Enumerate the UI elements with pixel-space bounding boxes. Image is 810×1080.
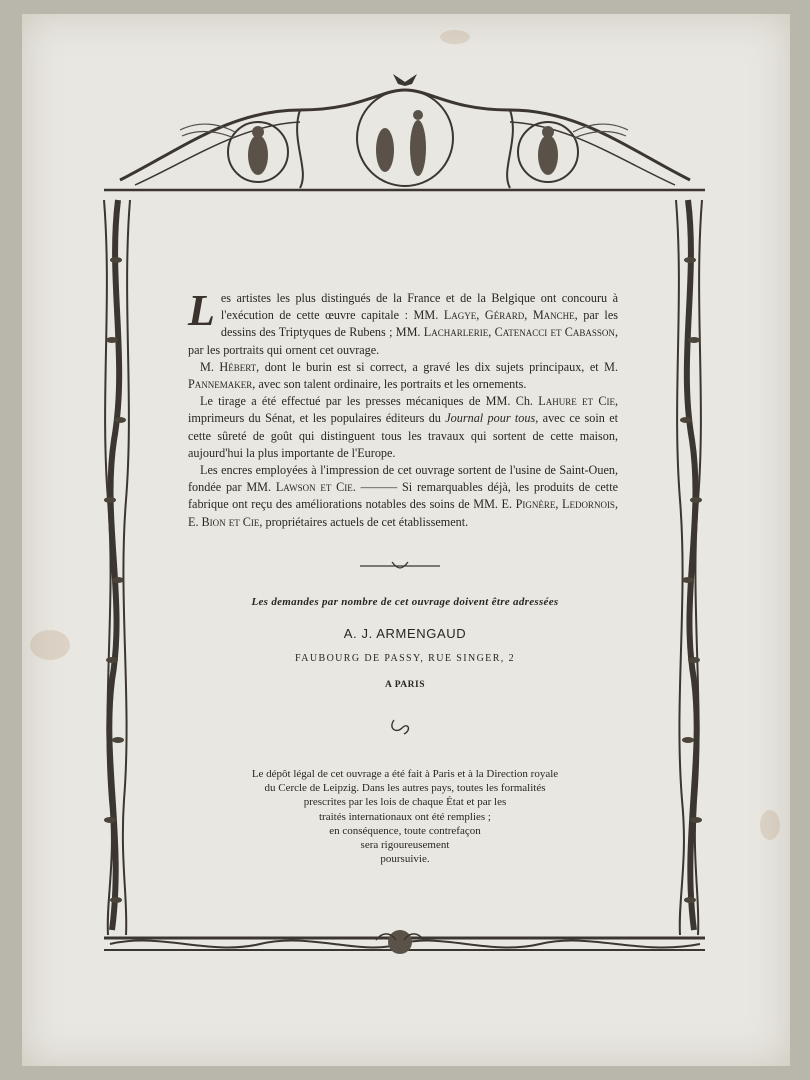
text-span: es artistes les plus distingués de la France et de la Belgique ont concouru à l'exécution de cette œuvre capitale : MM. xyxy=(220,291,618,323)
paragraph-artists xyxy=(188,286,618,359)
text-span: , par les portraits qui ornent cet ouvrage. xyxy=(188,325,618,357)
text-span: Le tirage a été effectué par les presses mécaniques de MM. Ch. xyxy=(200,394,539,409)
text-span: . ——— Si remarquables déjà, les produits de cette fabrique ont reçu des améliorations notables des soins de MM. E. xyxy=(188,480,618,512)
paragraph-engraver xyxy=(188,359,618,393)
legal-notice xyxy=(222,767,588,866)
engraver-name: Pannemaker xyxy=(188,377,253,392)
text-span: , avec ce soin et cette sûreté de goût qui distinguent tous les travaux qui sortent de cette maison, aujourd'hui la plus importante de l'Europe. xyxy=(188,411,618,460)
legal-line: du Cercle de Leipzig. Dans les autres pays, toutes les formalités xyxy=(264,782,546,795)
paragraph-printing xyxy=(188,393,618,462)
legal-line: traités internationaux ont été remplies ; xyxy=(319,810,491,823)
text-span: Les encres employées à l'impression de cet ouvrage sortent de l'usine de Saint-Ouen, fondée par MM. xyxy=(188,463,618,495)
legal-line: poursuivie. xyxy=(380,853,430,866)
printer-name: Lahure et Cie xyxy=(538,394,615,409)
legal-line: en conséquence, toute contrefaçon xyxy=(329,824,481,837)
text-span: , par les dessins des Triptyques de Rubens ; MM. xyxy=(220,308,618,340)
paragraph-inks xyxy=(188,462,618,531)
journal-title: Journal pour tous xyxy=(445,411,536,426)
orders-note: Les demandes par nombre de cet ouvrage doivent être adressées xyxy=(251,596,559,608)
dropcap: L xyxy=(188,286,215,335)
text-span: , propriétaires actuels de cet établissement. xyxy=(259,514,469,529)
ink-maker-name: Lawson et Cie xyxy=(275,480,353,495)
engraver-name: Hébert xyxy=(219,359,257,374)
artist-names: Lacharlerie, Catenacci et Cabasson xyxy=(423,325,615,340)
owner-names: Pignère, Ledornois, E. Bion et Cie xyxy=(188,497,618,529)
text-span: , dont le burin est si correct, a gravé les dix sujets principaux, et M. xyxy=(256,359,619,374)
publisher-city: A PARIS xyxy=(384,680,425,690)
text-span: M. xyxy=(200,359,220,374)
publisher-address: FAUBOURG DE PASSY, RUE SINGER, 2 xyxy=(295,653,515,664)
publisher-name: A. J. ARMENGAUD xyxy=(343,626,467,641)
legal-line: Le dépôt légal de cet ouvrage a été fait à Paris et à la Direction royale xyxy=(251,768,559,780)
text-span: , avec son talent ordinaire, les portraits et les ornements. xyxy=(252,377,527,392)
legal-line: prescrites par les lois de chaque État et par les xyxy=(303,796,507,809)
text-span: , imprimeurs du Sénat, et les populaires éditeurs du xyxy=(188,394,619,426)
credits-text xyxy=(188,286,619,531)
legal-line: sera rigoureusement xyxy=(360,839,450,852)
artist-names: Lagye, Gérard, Manche xyxy=(443,308,575,323)
